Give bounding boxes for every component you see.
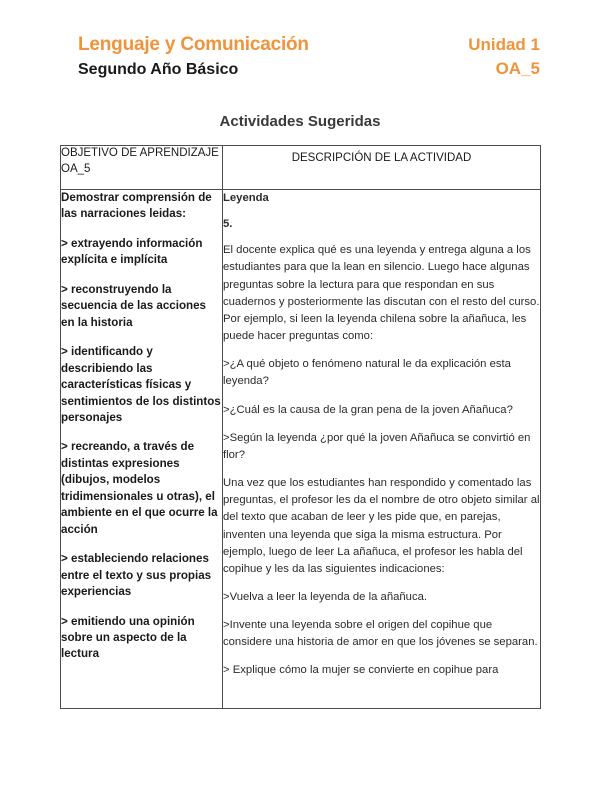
section-title: Actividades Sugeridas — [219, 113, 381, 130]
grade-label: Segundo Año Básico — [78, 60, 239, 78]
activity-instruction-2: >Invente una leyenda sobre el origen del copihue que considere una historia de amor en que los jóvenes se separan. — [223, 619, 538, 649]
objective-item-5: > estableciendo relaciones entre el texto y sus propias experiencias — [61, 552, 212, 599]
objective-item-2: > reconstruyendo la secuencia de las acciones en la historia — [61, 282, 207, 329]
subject-title: Lenguaje y Comunicación — [78, 34, 309, 55]
activity-question-1: >¿A qué objeto o fenómeno natural le da explicación esta leyenda? — [223, 358, 511, 388]
objective-item-3: > identificando y describiendo las características físicas y sentimientos de los distintos personajes — [61, 345, 221, 424]
activity-paragraph-2: Una vez que los estudiantes han respondido y comentado las preguntas, el profesor les da el nombre de otro objeto similar al del texto que acaban de leer y les pide que, en parejas, inventen una leyenda que siga la misma estructura. Por ejemplo, luego de leer La añañuca, el profesor les habla del copihue y les da las siguientes indicaciones: — [223, 477, 540, 575]
header-row-primary — [78, 34, 540, 56]
activities-table — [60, 145, 541, 709]
objective-item-4: > recreando, a través de distintas expresiones (dibujos, modelos tridimensionales u otras), el ambiente en el que ocurre la acción — [61, 440, 218, 536]
activity-heading: Leyenda — [223, 192, 269, 204]
table-header-row — [61, 146, 541, 190]
unit-label: Unidad 1 — [468, 35, 540, 54]
description-cell — [223, 190, 541, 709]
objective-cell — [61, 190, 223, 709]
column-header-description: DESCRIPCIÓN DE LA ACTIVIDAD — [223, 146, 541, 190]
table-body-row — [61, 190, 541, 709]
activity-question-2: >¿Cuál es la causa de la gran pena de la joven Añañuca? — [223, 403, 513, 416]
activity-number: 5. — [223, 218, 233, 231]
document-header — [78, 34, 540, 79]
activity-instruction-1: >Vuelva a leer la leyenda de la añañuca. — [223, 590, 428, 603]
objective-intro: Demostrar comprensión de las narraciones leidas: — [61, 191, 212, 221]
column-header-objective: OBJETIVO DE APRENDIZAJE OA_5 — [61, 146, 223, 190]
activity-paragraph-1: El docente explica qué es una leyenda y entrega alguna a los estudiantes para que la lean en silencio. Luego hace algunas preguntas sobre la lectura para que respondan en sus cuadernos y posteriormente las discutan con el resto del curso. Por ejemplo, si leen la leyenda chilena sobre la añañuca, les puede hacer preguntas como: — [223, 244, 540, 343]
objective-item-6: > emitiendo una opinión sobre un aspecto de la lectura — [61, 614, 195, 661]
objective-item-1: > extrayendo información explícita e implícita — [61, 236, 203, 267]
activity-instruction-3: > Explique cómo la mujer se convierte en copihue para — [223, 664, 499, 677]
objective-code-label: OA_5 — [495, 58, 540, 78]
header-row-secondary — [78, 59, 540, 79]
activity-question-3: >Según la leyenda ¿por qué la joven Añañuca se convirtió en flor? — [223, 431, 531, 461]
